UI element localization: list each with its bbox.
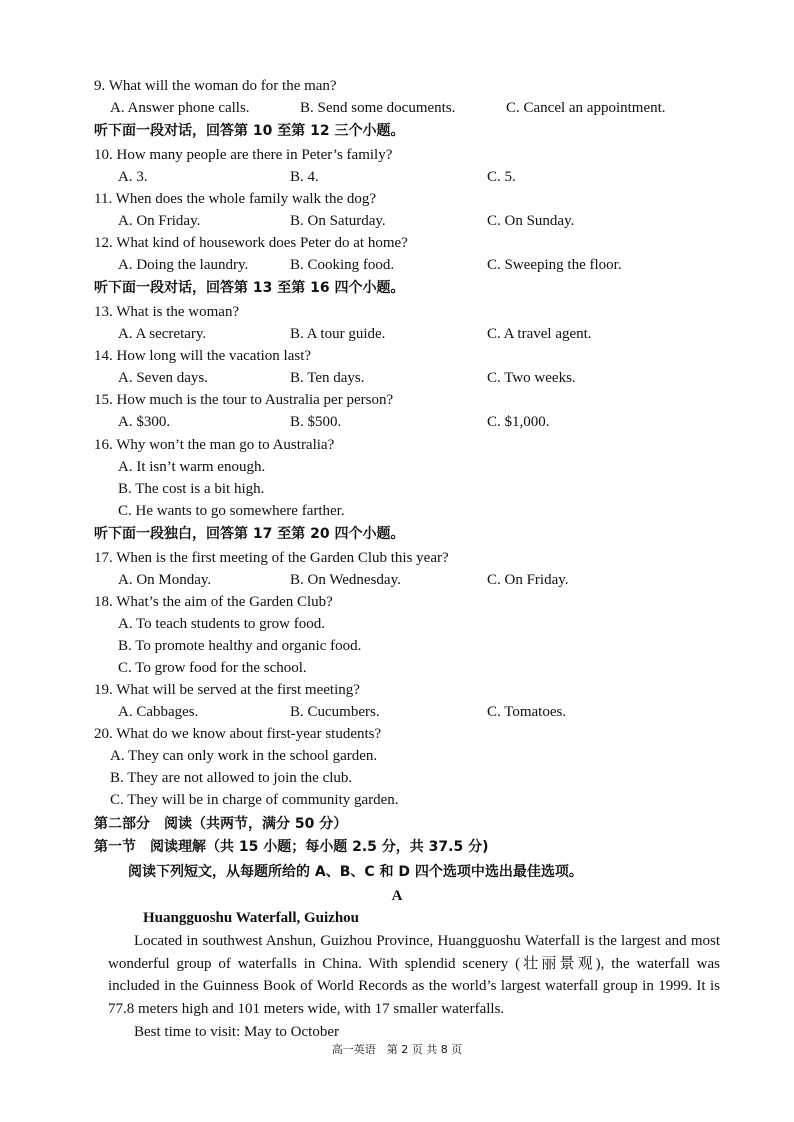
question-9-option-c: C. Cancel an appointment. bbox=[506, 100, 666, 116]
section-heading-13-16: 听下面一段对话，回答第 13 至第 16 四个小题。 bbox=[94, 280, 405, 296]
question-19-option-a: A. Cabbages. bbox=[118, 704, 199, 720]
question-20-option-c: C. They will be in charge of community garden. bbox=[110, 792, 399, 808]
question-17: 17. When is the first meeting of the Garden Club this year? bbox=[94, 550, 449, 566]
question-9: 9. What will the woman do for the man? bbox=[94, 78, 337, 94]
question-15: 15. How much is the tour to Australia per person? bbox=[94, 392, 394, 408]
question-18-option-c: C. To grow food for the school. bbox=[118, 660, 307, 676]
part-2-heading: 第二部分 阅读（共两节，满分 50 分） bbox=[94, 816, 348, 832]
question-11-option-a: A. On Friday. bbox=[118, 213, 201, 229]
question-16-option-c: C. He wants to go somewhere farther. bbox=[118, 503, 345, 519]
question-11-option-b: B. On Saturday. bbox=[290, 213, 386, 229]
passage-paragraph-1: Located in southwest Anshun, Guizhou Province, Huangguoshu Waterfall is the largest and most wonderful group of waterfalls in China. With splendid scenery (壮丽景观), the waterfall was included in the Guinness Book of World Records as the world’s largest waterfall group in 1999. It is 77.8 meters high and 101 meters wide, with 17 smaller waterfalls. bbox=[108, 933, 720, 1017]
question-17-option-c: C. On Friday. bbox=[487, 572, 569, 588]
question-18-option-b: B. To promote healthy and organic food. bbox=[118, 638, 362, 654]
question-17-option-a: A. On Monday. bbox=[118, 572, 212, 588]
question-20: 20. What do we know about first-year students? bbox=[94, 726, 382, 742]
question-15-option-c: C. $1,000. bbox=[487, 414, 550, 430]
question-18-option-a: A. To teach students to grow food. bbox=[118, 616, 325, 632]
question-14-option-a: A. Seven days. bbox=[118, 370, 208, 386]
question-16-option-a: A. It isn’t warm enough. bbox=[118, 459, 266, 475]
question-9-option-b: B. Send some documents. bbox=[300, 100, 456, 116]
question-17-option-b: B. On Wednesday. bbox=[290, 572, 401, 588]
question-9-option-a: A. Answer phone calls. bbox=[110, 100, 250, 116]
passage-letter: A bbox=[391, 888, 403, 904]
question-19: 19. What will be served at the first meeting? bbox=[94, 682, 360, 698]
question-12-option-b: B. Cooking food. bbox=[290, 257, 395, 273]
question-12-option-c: C. Sweeping the floor. bbox=[487, 257, 622, 273]
question-13: 13. What is the woman? bbox=[94, 304, 240, 320]
question-14-option-b: B. Ten days. bbox=[290, 370, 365, 386]
question-11-option-c: C. On Sunday. bbox=[487, 213, 575, 229]
section-heading-10-12: 听下面一段对话，回答第 10 至第 12 三个小题。 bbox=[94, 123, 405, 139]
question-12: 12. What kind of housework does Peter do at home? bbox=[94, 235, 408, 251]
page-footer: 高一英语 第 2 页 共 8 页 bbox=[331, 1043, 463, 1056]
question-20-option-b: B. They are not allowed to join the club. bbox=[110, 770, 353, 786]
question-10-option-a: A. 3. bbox=[118, 169, 148, 185]
question-13-option-b: B. A tour guide. bbox=[290, 326, 386, 342]
question-13-option-a: A. A secretary. bbox=[118, 326, 207, 342]
question-15-option-b: B. $500. bbox=[290, 414, 342, 430]
question-16-option-b: B. The cost is a bit high. bbox=[118, 481, 265, 497]
question-14-option-c: C. Two weeks. bbox=[487, 370, 576, 386]
question-19-option-c: C. Tomatoes. bbox=[487, 704, 567, 720]
question-10: 10. How many people are there in Peter’s family? bbox=[94, 147, 393, 163]
question-19-option-b: B. Cucumbers. bbox=[290, 704, 380, 720]
question-10-option-b: B. 4. bbox=[290, 169, 319, 185]
section-heading-17-20: 听下面一段独白，回答第 17 至第 20 四个小题。 bbox=[94, 526, 405, 542]
question-11: 11. When does the whole family walk the dog? bbox=[94, 191, 377, 207]
reading-instruction: 阅读下列短文，从每题所给的 A、B、C 和 D 四个选项中选出最佳选项。 bbox=[128, 864, 583, 880]
question-12-option-a: A. Doing the laundry. bbox=[118, 257, 249, 273]
question-10-option-c: C. 5. bbox=[487, 169, 516, 185]
question-18: 18. What’s the aim of the Garden Club? bbox=[94, 594, 333, 610]
question-13-option-c: C. A travel agent. bbox=[487, 326, 592, 342]
passage-paragraph-2: Best time to visit: May to October bbox=[134, 1024, 339, 1040]
question-16: 16. Why won’t the man go to Australia? bbox=[94, 437, 335, 453]
question-15-option-a: A. $300. bbox=[118, 414, 171, 430]
question-20-option-a: A. They can only work in the school garden. bbox=[110, 748, 378, 764]
passage-title: Huangguoshu Waterfall, Guizhou bbox=[143, 910, 360, 926]
part-2-section-1-heading: 第一节 阅读理解（共 15 小题；每小题 2.5 分，共 37.5 分) bbox=[94, 839, 489, 855]
question-14: 14. How long will the vacation last? bbox=[94, 348, 312, 364]
